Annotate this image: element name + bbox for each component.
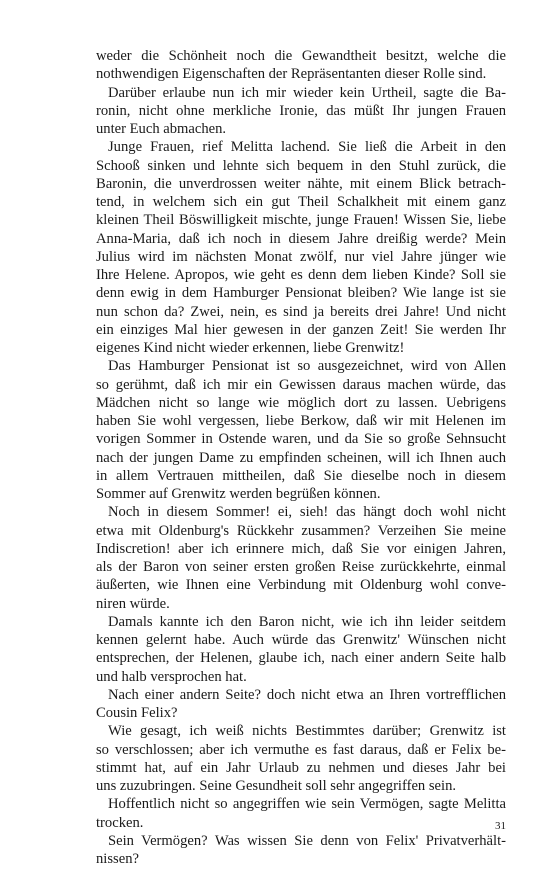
text-line: Noch in diesem Sommer! ei, sieh! das hängt doch wohl nicht	[108, 504, 506, 521]
text-line: vorigen Sommer in Ostende waren, und da Sie so große Sehnsucht	[96, 431, 506, 448]
text-line: Hoffentlich nicht so angegriffen wie sein Vermögen, sagte Melitta	[108, 796, 506, 813]
text-line: als der Baron von seiner ersten großen Reise zurückkehrte, einmal	[96, 559, 506, 575]
text-line: entsprechen, der Helenen, glaube ich, nach einer andern Seite halb	[96, 650, 506, 667]
text-line: nothwendigen Eigenschaften der Repräsentanten dieser Rolle sind.	[96, 66, 487, 83]
text-line: trocken.	[96, 814, 144, 831]
text-line: etwa mit Oldenburg's Rückkehr zusammen? Verzeihen Sie meine	[96, 522, 506, 539]
text-line: Indiscretion! aber ich erinnere mich, daß Sie vor einigen Jahren,	[96, 540, 506, 557]
text-line: unter Euch abmachen.	[96, 121, 227, 137]
text-line: kleinen Theil Böswilligkeit mischte, junge Frauen! Wissen Sie, liebe	[96, 212, 506, 229]
text-line: niren würde.	[96, 595, 170, 612]
text-line: Ihre Helene. Apropos, wie geht es denn dem lieben Kinde? Soll sie	[96, 267, 506, 283]
text-line: stimmt hat, auf ein Jahr Urlaub zu nehmen und dieses Jahr bei	[96, 759, 506, 776]
text-line: kennen gelernt habe. Auch würde das Grenwitz' Wünschen nicht	[96, 632, 506, 648]
text-line: Sommer auf Grenwitz werden begrüßen können.	[96, 486, 381, 502]
text-line: nun schon da? Zwei, nein, es sind ja bereits drei Jahre! Und nicht	[96, 303, 506, 320]
text-line: ronin, nicht ohne merkliche Ironie, das müßt Ihr jungen Frauen	[96, 102, 506, 119]
text-line: Wie gesagt, ich weiß nichts Bestimmtes darüber; Grenwitz ist	[108, 723, 506, 740]
text-line: ein einziges Mal hier gewesen in der ganzen Zeit! Sie werden Ihr	[96, 321, 506, 338]
text-line: haben Sie wohl vergessen, liebe Berkow, daß wir mit Helenen im	[96, 413, 506, 429]
text-line: Sein Vermögen? Was wissen Sie denn von Felix' Privatverhält-	[108, 832, 506, 849]
text-line: Anna-Maria, daß ich noch in diesem Jahre dreißig werde? Mein	[96, 230, 506, 247]
text-line: Julius wird im nächsten Monat zwölf, nur viel Jahre jünger wie	[96, 248, 506, 265]
text-line: denn ewig in dem Hamburger Pensionat bleiben? Wie lange ist sie	[96, 285, 506, 302]
text-line: so verschlossen; aber ich vermuthe es fast daraus, daß er Felix be-	[96, 741, 506, 758]
text-line: äußerten, wie Ihnen eine Verbindung mit Oldenburg wohl conve-	[96, 577, 506, 594]
text-line: nach der jungen Dame zu empfinden scheinen, will ich Ihnen auch	[96, 449, 506, 466]
text-line: Cousin Felix?	[96, 705, 178, 721]
text-line: Nach einer andern Seite? doch nicht etwa an Ihren vortrefflichen	[108, 686, 506, 703]
text-line: eigenes Kind nicht wieder erkennen, liebe Grenwitz!	[96, 340, 405, 356]
text-line: in allem Vertrauen mittheilen, daß Sie dieselbe noch in diesem	[96, 467, 506, 484]
text-line: Damals kannte ich den Baron nicht, wie ich ihn leider seitdem	[108, 613, 506, 630]
text-line: so gerühmt, daß ich mir ein Gewissen daraus machen würde, das	[96, 376, 506, 393]
text-line: Mädchen nicht so lange wie möglich dort zu lassen. Uebrigens	[96, 394, 506, 411]
text-line: Junge Frauen, rief Melitta lachend. Sie ließ die Arbeit in den	[108, 139, 506, 156]
text-line: weder die Schönheit noch die Gewandtheit besitzt, welche die	[96, 48, 506, 64]
text-line: uns zuzubringen. Seine Gesundheit soll sehr angegriffen sein.	[96, 778, 457, 794]
text-line: nissen?	[96, 851, 139, 867]
text-line: Darüber erlaube nun ich mir wieder kein Urtheil, sagte die Ba-	[108, 84, 506, 101]
text-line: und halb versprochen hat.	[96, 668, 247, 685]
page-number: 31	[495, 820, 506, 832]
text-line: Das Hamburger Pensionat ist so ausgezeichnet, wird von Allen	[108, 358, 506, 375]
text-line: Schooß sinken und lehnte sich bequem in den Stuhl zurück, die	[96, 157, 506, 174]
body-text	[96, 47, 506, 868]
text-line: tend, in welchem sich ein gut Theil Schalkheit mit einem ganz	[96, 194, 506, 210]
text-line: Baronin, die unverdrossen weiter nähte, mit einem Blick betrach-	[96, 175, 506, 192]
